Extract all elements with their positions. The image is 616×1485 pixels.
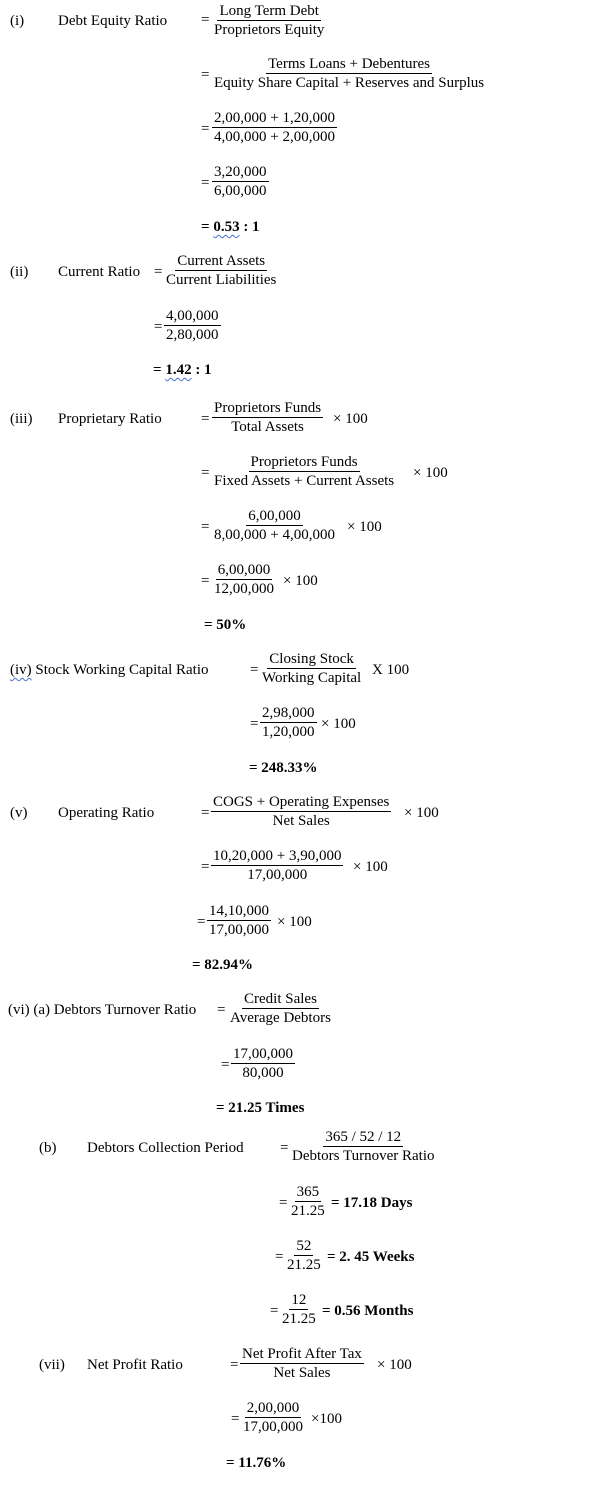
equals-sign: = xyxy=(279,1195,288,1211)
numerator: 6,00,000 xyxy=(217,562,271,578)
item-iv-title: (iv) Stock Working Capital Ratio xyxy=(10,662,209,678)
denominator: Equity Share Capital + Reserves and Surplus xyxy=(214,75,485,91)
item-vi-a-title: (vi) (a) Debtors Turnover Ratio xyxy=(8,1002,197,1018)
numerator: Closing Stock xyxy=(269,651,354,667)
item-i-number: (i) xyxy=(10,13,25,29)
fraction-vi-a-1 xyxy=(228,991,333,1027)
item-ii-number: (ii) xyxy=(10,264,29,280)
equals-sign: = xyxy=(250,716,259,732)
item-iii-number: (iii) xyxy=(10,411,33,427)
fraction-iii-2 xyxy=(212,454,396,490)
multiplier: ×100 xyxy=(311,1411,342,1427)
item-i-title: Debt Equity Ratio xyxy=(58,13,168,29)
equals-sign: = xyxy=(217,1002,226,1018)
numerator: 10,20,000 + 3,90,000 xyxy=(213,848,342,864)
fraction-i-3 xyxy=(212,110,337,146)
denominator: Proprietors Equity xyxy=(214,22,325,38)
equals-sign: = xyxy=(201,67,210,83)
equals-sign: = xyxy=(275,1249,284,1265)
item-ii-title: Current Ratio xyxy=(58,264,141,280)
result-days: = 17.18 Days xyxy=(331,1195,413,1211)
denominator: 1,20,000 xyxy=(262,724,315,740)
result-i: = 0.53 : 1 xyxy=(201,219,260,235)
numerator: 2,98,000 xyxy=(262,705,315,721)
fraction-v-3 xyxy=(207,903,271,939)
equals-sign: = xyxy=(270,1303,279,1319)
item-v-title: Operating Ratio xyxy=(58,805,155,821)
numerator: Credit Sales xyxy=(244,991,317,1007)
multiplier: × 100 xyxy=(283,573,318,589)
equals-sign: = xyxy=(201,859,210,875)
equals-sign: = xyxy=(201,805,210,821)
item-vi-b-number: (b) xyxy=(39,1140,57,1156)
result-v: = 82.94% xyxy=(192,957,254,973)
equals-sign: = xyxy=(250,662,259,678)
item-vii-title: Net Profit Ratio xyxy=(87,1357,183,1373)
denominator: Debtors Turnover Ratio xyxy=(292,1148,435,1164)
item-vii-number: (vii) xyxy=(39,1357,65,1373)
denominator: 17,00,000 xyxy=(247,867,308,883)
denominator: Working Capital xyxy=(262,670,362,686)
numerator: 3,20,000 xyxy=(214,164,267,180)
numerator: Proprietors Funds xyxy=(214,400,322,416)
denominator: Net Sales xyxy=(273,1365,331,1381)
fraction-iii-1 xyxy=(212,400,323,436)
result-iv: = 248.33% xyxy=(249,760,318,776)
equals-sign: = xyxy=(201,573,210,589)
multiplier: X 100 xyxy=(372,662,410,678)
result-vii: = 11.76% xyxy=(226,1455,287,1471)
numerator: 14,10,000 xyxy=(209,903,269,919)
equals-sign: = xyxy=(201,12,210,28)
fraction-vi-b-1 xyxy=(290,1129,437,1165)
fraction-i-4 xyxy=(212,164,269,200)
fraction-vi-a-2 xyxy=(231,1046,295,1082)
fraction-vi-b-3 xyxy=(285,1238,323,1274)
numerator: Long Term Debt xyxy=(219,3,319,19)
multiplier: × 100 xyxy=(353,859,388,875)
result-ii: = 1.42 : 1 xyxy=(153,362,212,378)
result-iii: = 50% xyxy=(204,617,247,633)
numerator: 365 / 52 / 12 xyxy=(325,1129,402,1145)
denominator: 17,00,000 xyxy=(243,1419,303,1435)
item-iii-title: Proprietary Ratio xyxy=(58,411,162,427)
equals-sign: = xyxy=(221,1057,230,1073)
equals-sign: = xyxy=(201,465,210,481)
denominator: 21.25 xyxy=(287,1257,321,1273)
denominator: 80,000 xyxy=(242,1065,284,1081)
equals-sign: = xyxy=(154,264,163,280)
equals-sign: = xyxy=(201,411,210,427)
equals-sign: = xyxy=(231,1411,240,1427)
fraction-vii-1 xyxy=(240,1346,364,1382)
numerator: 12 xyxy=(291,1292,307,1308)
fraction-iii-4 xyxy=(212,562,276,598)
fraction-i-1 xyxy=(212,3,326,39)
multiplier: × 100 xyxy=(404,805,439,821)
equals-sign: = xyxy=(201,121,210,137)
numerator: 4,00,000 xyxy=(166,308,219,324)
equals-sign: = xyxy=(280,1140,289,1156)
result-weeks: = 2. 45 Weeks xyxy=(327,1249,415,1265)
item-vi-b-title: Debtors Collection Period xyxy=(87,1140,244,1156)
denominator: 21.25 xyxy=(282,1311,316,1327)
numerator: 6,00,000 xyxy=(248,508,301,524)
equals-sign: = xyxy=(201,519,210,535)
denominator: 4,00,000 + 2,00,000 xyxy=(214,129,335,145)
equals-sign: = xyxy=(197,914,206,930)
multiplier: × 100 xyxy=(333,411,368,427)
denominator: 12,00,000 xyxy=(214,581,274,597)
item-v-number: (v) xyxy=(10,805,28,821)
equals-sign: = xyxy=(154,319,163,335)
fraction-iii-3 xyxy=(212,508,337,544)
numerator: 365 xyxy=(296,1184,320,1200)
denominator: Net Sales xyxy=(272,813,330,829)
numerator: Terms Loans + Debentures xyxy=(268,56,431,72)
denominator: 2,80,000 xyxy=(166,327,219,343)
multiplier: × 100 xyxy=(377,1357,412,1373)
multiplier: × 100 xyxy=(347,519,382,535)
fraction-i-2 xyxy=(212,56,486,92)
numerator: Proprietors Funds xyxy=(250,454,358,470)
fraction-iv-1 xyxy=(260,651,363,687)
fraction-ii-2 xyxy=(164,308,221,344)
result-months: = 0.56 Months xyxy=(322,1303,414,1319)
numerator: COGS + Operating Expenses xyxy=(213,794,390,810)
numerator: 2,00,000 + 1,20,000 xyxy=(214,110,335,126)
fraction-v-1 xyxy=(211,794,391,830)
fraction-vi-b-4 xyxy=(280,1292,318,1328)
numerator: Current Assets xyxy=(177,253,266,269)
denominator: Total Assets xyxy=(231,419,304,435)
result-vi-a: = 21.25 Times xyxy=(216,1100,305,1116)
denominator: Fixed Assets + Current Assets xyxy=(214,473,395,489)
numerator: 2,00,000 xyxy=(246,1400,300,1416)
numerator: 17,00,000 xyxy=(233,1046,293,1062)
denominator: Average Debtors xyxy=(230,1010,331,1026)
equals-sign: = xyxy=(230,1357,239,1373)
fraction-v-2 xyxy=(211,848,343,884)
multiplier: × 100 xyxy=(277,914,312,930)
multiplier: × 100 xyxy=(413,465,448,481)
denominator: Current Liabilities xyxy=(166,272,277,288)
fraction-vii-2 xyxy=(241,1400,305,1436)
fraction-ii-1 xyxy=(164,253,278,289)
denominator: 17,00,000 xyxy=(209,922,269,938)
denominator: 8,00,000 + 4,00,000 xyxy=(214,527,335,543)
denominator: 6,00,000 xyxy=(214,183,267,199)
equals-sign: = xyxy=(201,175,210,191)
fraction-vi-b-2 xyxy=(289,1184,327,1220)
denominator: 21.25 xyxy=(291,1203,325,1219)
fraction-iv-2 xyxy=(260,705,317,741)
numerator: 52 xyxy=(296,1238,312,1254)
multiplier: × 100 xyxy=(321,716,356,732)
numerator: Net Profit After Tax xyxy=(242,1346,362,1362)
